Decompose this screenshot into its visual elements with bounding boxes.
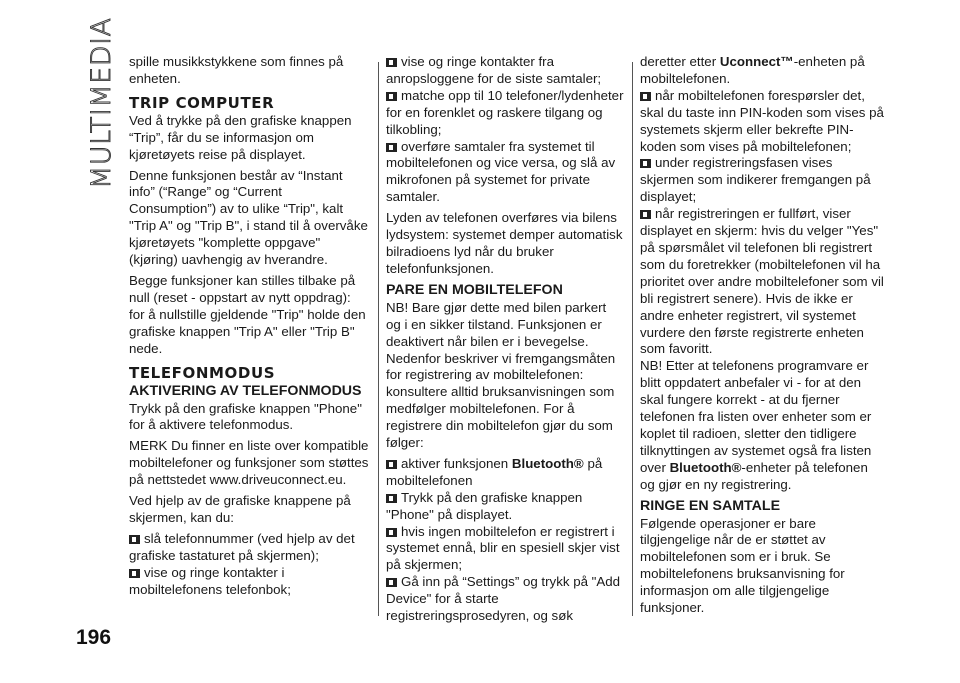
bullet-item (640, 155, 885, 206)
bullet-text: slå telefonnummer (ved hjelp av det grafiske tastaturet på skjermen); (129, 530, 355, 563)
bullet-item (129, 531, 369, 565)
paragraph: Ved hjelp av de grafiske knappene på skjermen, kan du: (129, 493, 351, 525)
paragraph-text: -enheten på mobiltelefonen. (640, 54, 865, 86)
paragraph: spille musikkstykkene som finnes på enheten. (129, 54, 344, 86)
bullet-text: under registreringsfasen vises skjermen som indikerer fremgangen på displayet; (640, 155, 871, 205)
heading-trip-computer: TRIP COMPUTER (129, 93, 275, 112)
bullet-item (386, 88, 624, 139)
bullet-text: hvis ingen mobiltelefon er registrert i systemet ennå, blir en spesiell skjer vist på skjermen; (386, 523, 620, 573)
text-column-2 (386, 54, 624, 625)
bullet-text: overføre samtaler fra systemet til mobiltelefonen og vice versa, og slå av mikrofonen på systemet for private samtaler. (386, 138, 616, 205)
paragraph: Trykk på den grafiske knappen "Phone" for å aktivere telefonmodus. (129, 400, 362, 433)
paragraph: NB! Bare gjør dette med bilen parkert og i en sikker tilstand. Funksjonen er deaktivert når bilen er i bevegelse. Nedenfor beskriver vi fremgangsmåten for registrering av mobiltelefonen: konsultere alltid bruksanvisningen som medfølger mobiltelefonen. For å registrere din mobiltelefon gjør du som følger: (386, 299, 616, 451)
bullet-item (386, 139, 624, 207)
paragraph-text: -enheter på telefonen og gjør en ny registrering. (640, 459, 868, 492)
paragraph: Ved å trykke på den grafiske knappen “Trip”, får du se informasjon om kjøretøyets reise på displayet. (129, 112, 352, 162)
uconnect-term: Uconnect™ (719, 54, 794, 69)
bullet-icon (129, 535, 140, 544)
bullet-icon (386, 143, 397, 152)
paragraph: MERK Du finner en liste over kompatible mobiltelefoner og funksjoner som støttes på nettstedet www.driveuconnect.eu. (129, 438, 369, 488)
bluetooth-term: Bluetooth® (669, 459, 742, 475)
bullet-text: aktiver funksjonen (401, 455, 509, 471)
text-column-3 (640, 54, 885, 621)
heading-telefonmodus: TELEFONMODUS (129, 363, 276, 382)
text-column-1 (129, 54, 369, 598)
bullet-item (386, 54, 624, 88)
bullet-icon (386, 578, 397, 587)
paragraph (640, 358, 885, 493)
bullet-icon (129, 569, 140, 578)
bullet-item (129, 565, 369, 599)
bullet-item (640, 206, 885, 358)
bullet-text: på mobiltelefonen (386, 455, 603, 488)
bullet-icon (386, 92, 397, 101)
bullet-icon (386, 528, 397, 537)
section-title-text: MULTIMEDIA (86, 17, 117, 189)
paragraph: Følgende operasjoner er bare tilgjengelige når de er støttet av mobiltelefonen som er i bruk. Se mobiltelefonens bruksanvisning for informasjon om alle tilgjengelige funksjoner. (640, 515, 845, 616)
bullet-text: når registreringen er fullført, viser displayet en skjerm: hvis du velger "Yes" på spørsmålet vil telefonen bli registrert som du foretrekker (mobiltelefonen vil ha prioritet over andre mobiltelefoner som vil bli registrert senere). Hvis de ikke er andre enheter registrert, vil systemet vurdere den første registrerte enheten som favoritt. (640, 206, 884, 357)
bullet-item (640, 88, 885, 156)
bullet-icon (386, 460, 397, 469)
bullet-text: Trykk på den grafiske knappen "Phone" på displayet. (386, 489, 583, 522)
bullet-icon (640, 159, 651, 168)
heading-pare-mobiltelefon: PARE EN MOBILTELEFON (386, 281, 563, 298)
bullet-icon (640, 92, 651, 101)
bullet-item (386, 524, 624, 575)
page-number: 196 (76, 626, 112, 649)
bullet-icon (386, 58, 397, 67)
column-divider-2 (632, 62, 633, 616)
bullet-text: vise og ringe kontakter i mobiltelefonens telefonbok; (129, 564, 291, 597)
bullet-text: Gå inn på “Settings” og trykk på "Add Device" for å starte registreringsprosedyren, og søk (386, 574, 621, 624)
section-title (84, 17, 117, 189)
paragraph-text: deretter etter (640, 54, 717, 69)
paragraph (640, 54, 885, 88)
bullet-text: matche opp til 10 telefoner/lydenheter for en forenklet og raskere tilgang og tilkobling; (386, 87, 624, 137)
bullet-icon (640, 210, 651, 219)
bullet-text: vise og ringe kontakter fra anropsloggene for de siste samtaler; (386, 54, 602, 86)
bullet-item (386, 456, 624, 490)
paragraph: Denne funksjonen består av “Instant info” (“Range” og “Current Consumption”) av to ulike “Trip", kalt "Trip A" og "Trip B", i stand til å overvåke kjøretøyets "komplette oppgave" (kjøring) uavhengig av hverandre. (129, 167, 368, 268)
bullet-text: når mobiltelefonen forespørsler det, skal du taste inn PIN-koden som vises på systemets skjerm eller bekrefte PIN-koden som vises på mobiltelefonen; (640, 87, 884, 154)
paragraph: Begge funksjoner kan stilles tilbake på null (reset - oppstart av nytt oppdrag): for å nullstille gjeldende "Trip" holde den grafiske knappen "Trip A" eller "Trip B" nede. (129, 272, 366, 356)
paragraph: Lyden av telefonen overføres via bilens lydsystem: systemet demper automatisk bilradioens lyd når du bruker telefonfunksjonen. (386, 210, 623, 276)
bullet-item (386, 574, 624, 625)
heading-aktivering: AKTIVERING AV TELEFONMODUS (129, 382, 362, 399)
bluetooth-term: Bluetooth® (511, 455, 584, 471)
heading-ringe-samtale: RINGE EN SAMTALE (640, 497, 781, 514)
bullet-icon (386, 494, 397, 503)
column-divider-1 (378, 62, 379, 616)
paragraph-text: NB! Etter at telefonens programvare er blitt oppdatert anbefaler vi - for at den skal fungere korrekt - at du fjerner telefonen fra listen over enheter som er koplet til radioen, sletter den tidligere tilknyttingen av systemet også fra listen over (640, 358, 872, 475)
bullet-item (386, 490, 624, 524)
